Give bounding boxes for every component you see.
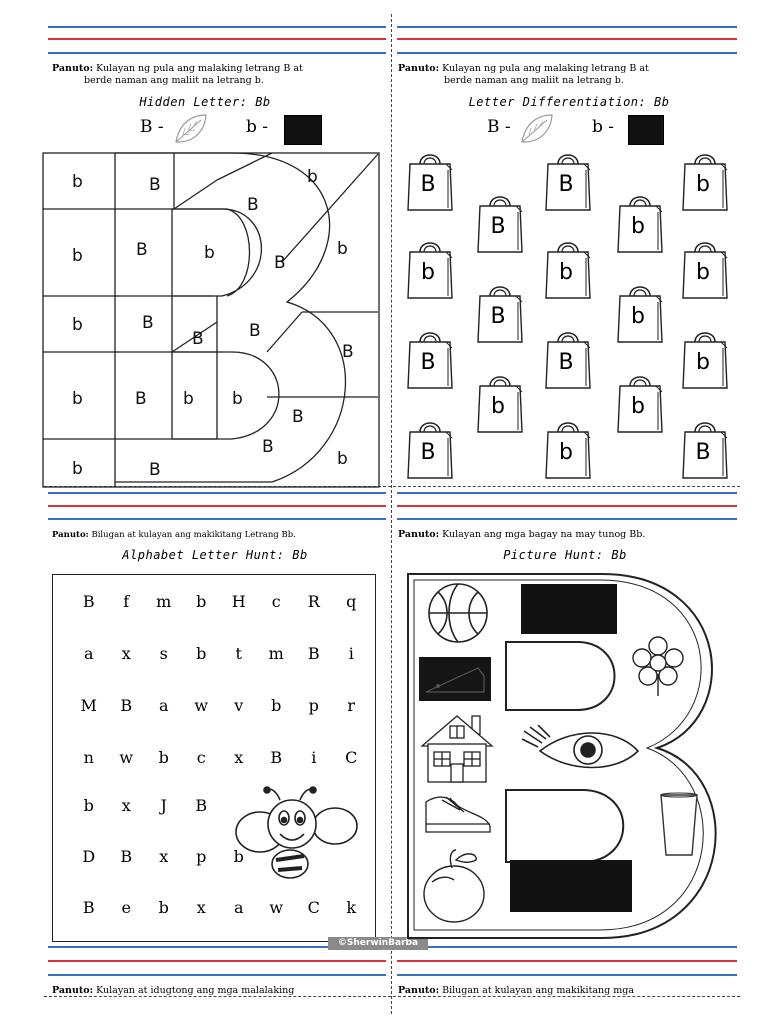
shopping-bag[interactable] [616,192,664,254]
hunt-letter[interactable]: s [159,644,168,663]
grid-letter: B [262,437,274,457]
hunt-letter[interactable]: x [196,898,206,917]
shopping-bag[interactable] [406,418,454,480]
grid-letter: B [274,253,286,273]
hunt-letter[interactable]: r [347,696,356,715]
key-upper-label: B - [487,117,511,137]
hunt-letter[interactable]: f [123,592,130,611]
rule-red-top-right [397,38,737,40]
rule-blue-top-right [397,26,737,28]
shopping-bag[interactable] [544,150,592,212]
grid-letter: B [192,329,204,349]
shopping-bag[interactable] [681,328,729,390]
color-swatch-dark [284,115,322,145]
cheese-icon[interactable] [418,656,492,702]
instruction-label: Panuto: [398,63,440,74]
house-icon[interactable] [418,712,496,784]
instruction-footer-left [52,985,382,997]
hunt-row [70,748,370,767]
shopping-bag[interactable] [681,150,729,212]
shopping-bag[interactable] [544,328,592,390]
hunt-letter[interactable]: b [83,796,94,815]
hunt-letter[interactable]: p [308,696,319,715]
bag-letter: B [695,440,711,465]
bag-letter: b [696,172,710,197]
hunt-letter[interactable]: w [194,696,209,715]
hunt-letter[interactable]: b [196,644,207,663]
worksheet-title-alphabet-hunt: Alphabet Letter Hunt: Bb [122,548,308,562]
instruction-line-2: berde naman ang maliit na letrang b. [84,75,264,86]
grid-letter: B [149,460,161,480]
hunt-letter[interactable]: B [307,644,320,663]
grid-letter: B [136,240,148,260]
dark-picture-icon[interactable] [510,860,632,912]
hunt-letter[interactable]: m [156,592,172,611]
grid-letter: B [292,407,304,427]
bag-letter: b [421,260,435,285]
hunt-letter[interactable]: b [271,696,282,715]
grid-letter: b [72,459,83,479]
bag-letter: B [490,304,506,329]
grid-letter: B [149,175,161,195]
rule-blue-mid-left-2 [48,518,386,520]
hunt-letter[interactable]: m [268,644,284,663]
shopping-bag[interactable] [406,150,454,212]
hidden-letter-grid[interactable] [42,152,380,488]
hunt-letter[interactable]: x [159,847,169,866]
instruction-line-1: Kulayan ng pula ang malaking letrang B at [96,63,303,74]
flower-icon[interactable] [632,636,684,698]
hunt-letter[interactable]: w [119,748,134,767]
hunt-letter[interactable]: B [120,696,133,715]
shopping-bag[interactable] [544,418,592,480]
shopping-bag[interactable] [476,282,524,344]
bag-letter: b [631,394,645,419]
instruction-text: Kulayan at idugtong ang mga malalaking [96,985,295,996]
rule-blue-mid-right-2 [397,518,737,520]
bag-letter: B [558,172,574,197]
instruction-footer-right [398,985,738,997]
hunt-letter[interactable]: B [120,847,133,866]
hunt-letter[interactable]: M [80,696,97,715]
hunt-letter[interactable]: e [121,898,131,917]
instruction-bottom-left [52,529,382,541]
instruction-text: Kulayan ang mga bagay na may tunog Bb. [442,529,646,540]
hunt-letter[interactable]: B [195,796,208,815]
grid-letter: B [135,389,147,409]
shopping-bag[interactable] [476,192,524,254]
hunt-letter[interactable]: t [235,644,242,663]
hunt-letter[interactable]: R [307,592,320,611]
hunt-letter[interactable]: C [345,748,358,767]
bag-letter: B [420,350,436,375]
hunt-letter[interactable]: D [82,847,96,866]
shopping-bag[interactable] [476,372,524,434]
worksheet-title-letter-differentiation: Letter Differentiation: Bb [468,95,670,109]
bee-icon [232,784,362,884]
grid-letter: B [342,342,354,362]
hunt-row [70,847,258,866]
hunt-letter[interactable]: x [234,748,244,767]
bag-letter: b [696,260,710,285]
grid-letter: B [142,313,154,333]
rule-blue-mid-left [48,492,386,494]
hunt-letter[interactable]: b [196,592,207,611]
hunt-letter[interactable]: B [270,748,283,767]
fruit-icon[interactable] [418,846,490,926]
worksheet-title-picture-hunt: Picture Hunt: Bb [503,548,627,562]
instruction-label: Panuto: [52,63,94,74]
hunt-letter[interactable]: p [196,847,207,866]
instruction-label: Panuto: [398,529,440,540]
grid-letter: b [72,246,83,266]
rule-blue-top-right-2 [397,52,737,54]
shopping-bag[interactable] [616,282,664,344]
leaf-icon [519,112,555,146]
shopping-bag[interactable] [616,372,664,434]
instruction-text: Bilugan at kulayan ang makikitang Letrang Bb. [91,530,296,540]
leaf-icon [173,112,209,146]
hunt-letter[interactable]: q [346,592,357,611]
hunt-letter[interactable]: B [82,592,95,611]
bag-letter: b [631,214,645,239]
hunt-letter[interactable]: a [233,898,244,917]
hunt-letter[interactable]: b [158,898,169,917]
bag-letter: b [559,440,573,465]
grid-letter: b [72,389,83,409]
instruction-line-2: berde naman ang maliit na letrang b. [444,75,624,86]
hunt-letter[interactable]: i [311,748,317,767]
hunt-row [70,898,370,917]
instruction-label: Panuto: [52,530,89,540]
basketball-icon[interactable] [424,581,492,645]
hunt-letter[interactable]: i [348,644,354,663]
hunt-row [70,592,370,611]
rule-red-top-left [48,38,386,40]
hunt-letter[interactable]: n [83,748,94,767]
grid-letter: b [72,172,83,192]
rule-red-bottom-left [48,960,386,962]
bag-letter: B [558,350,574,375]
rule-red-mid-left [48,505,386,507]
hunt-letter[interactable]: b [233,847,244,866]
hunt-letter[interactable]: v [234,696,244,715]
shopping-bag[interactable] [681,238,729,300]
cut-line-vertical [391,14,392,1014]
dark-picture-icon[interactable] [521,584,617,634]
hunt-letter[interactable]: C [307,898,320,917]
rule-red-bottom-right [397,960,737,962]
copyright-credit: ©SherwinBarba [328,937,428,950]
bag-letter: B [420,172,436,197]
bag-letter: B [420,440,436,465]
hunt-letter[interactable]: b [158,748,169,767]
instruction-label: Panuto: [52,985,94,996]
instruction-top-right [398,63,738,87]
shopping-bag[interactable] [544,238,592,300]
bag-letter: b [559,260,573,285]
hunt-row [70,644,370,663]
key-lower-label: b - [592,117,615,137]
hunt-letter[interactable]: B [82,898,95,917]
grid-letter: b [307,167,318,187]
instruction-label: Panuto: [398,985,440,996]
grid-letter: b [183,389,194,409]
hunt-letter[interactable]: c [271,592,281,611]
hunt-row [70,796,220,815]
grid-letter: b [337,239,348,259]
hunt-letter[interactable]: c [196,748,206,767]
shopping-bag[interactable] [681,418,729,480]
rule-blue-mid-right [397,492,737,494]
glass-icon[interactable] [658,792,700,858]
hunt-letter[interactable]: a [158,696,169,715]
eye-icon[interactable] [520,725,642,775]
rule-blue-top-left-2 [48,52,386,54]
hunt-letter[interactable]: a [83,644,94,663]
key-upper-label: B - [140,117,164,137]
bag-letter: b [631,304,645,329]
bag-letter: b [491,394,505,419]
key-lower-label: b - [246,117,269,137]
instruction-text: Bilugan at kulayan ang makikitang mga [442,985,635,996]
hunt-letter[interactable]: J [160,796,167,815]
grid-letter: b [337,449,348,469]
hunt-letter[interactable]: H [231,592,246,611]
instruction-line-1: Kulayan ng pula ang malaking letrang B at [442,63,649,74]
rule-blue-bottom-left-2 [48,974,386,976]
grid-letter: b [72,315,83,335]
hunt-letter[interactable]: w [269,898,284,917]
shopping-bag[interactable] [406,238,454,300]
hunt-letter[interactable]: x [121,796,131,815]
bag-letter: b [696,350,710,375]
rule-blue-bottom-right-2 [397,974,737,976]
grid-letter: B [247,195,259,215]
hunt-row [70,696,370,715]
hunt-letter[interactable]: x [121,644,131,663]
hunt-letter[interactable]: k [346,898,357,917]
shopping-bag[interactable] [406,328,454,390]
instruction-top-left [52,63,382,87]
rule-blue-bottom-right [397,946,737,948]
instruction-bottom-right [398,529,738,541]
color-swatch-dark [628,115,664,145]
bag-letter: B [490,214,506,239]
grid-letter: B [249,321,261,341]
grid-letter: b [204,243,215,263]
rule-blue-top-left [48,26,386,28]
shopping-bag-grid [396,150,742,490]
rule-red-mid-right [397,505,737,507]
worksheet-title-hidden-letter: Hidden Letter: Bb [139,95,271,109]
shoe-icon[interactable] [420,792,494,836]
grid-letter: b [232,389,243,409]
